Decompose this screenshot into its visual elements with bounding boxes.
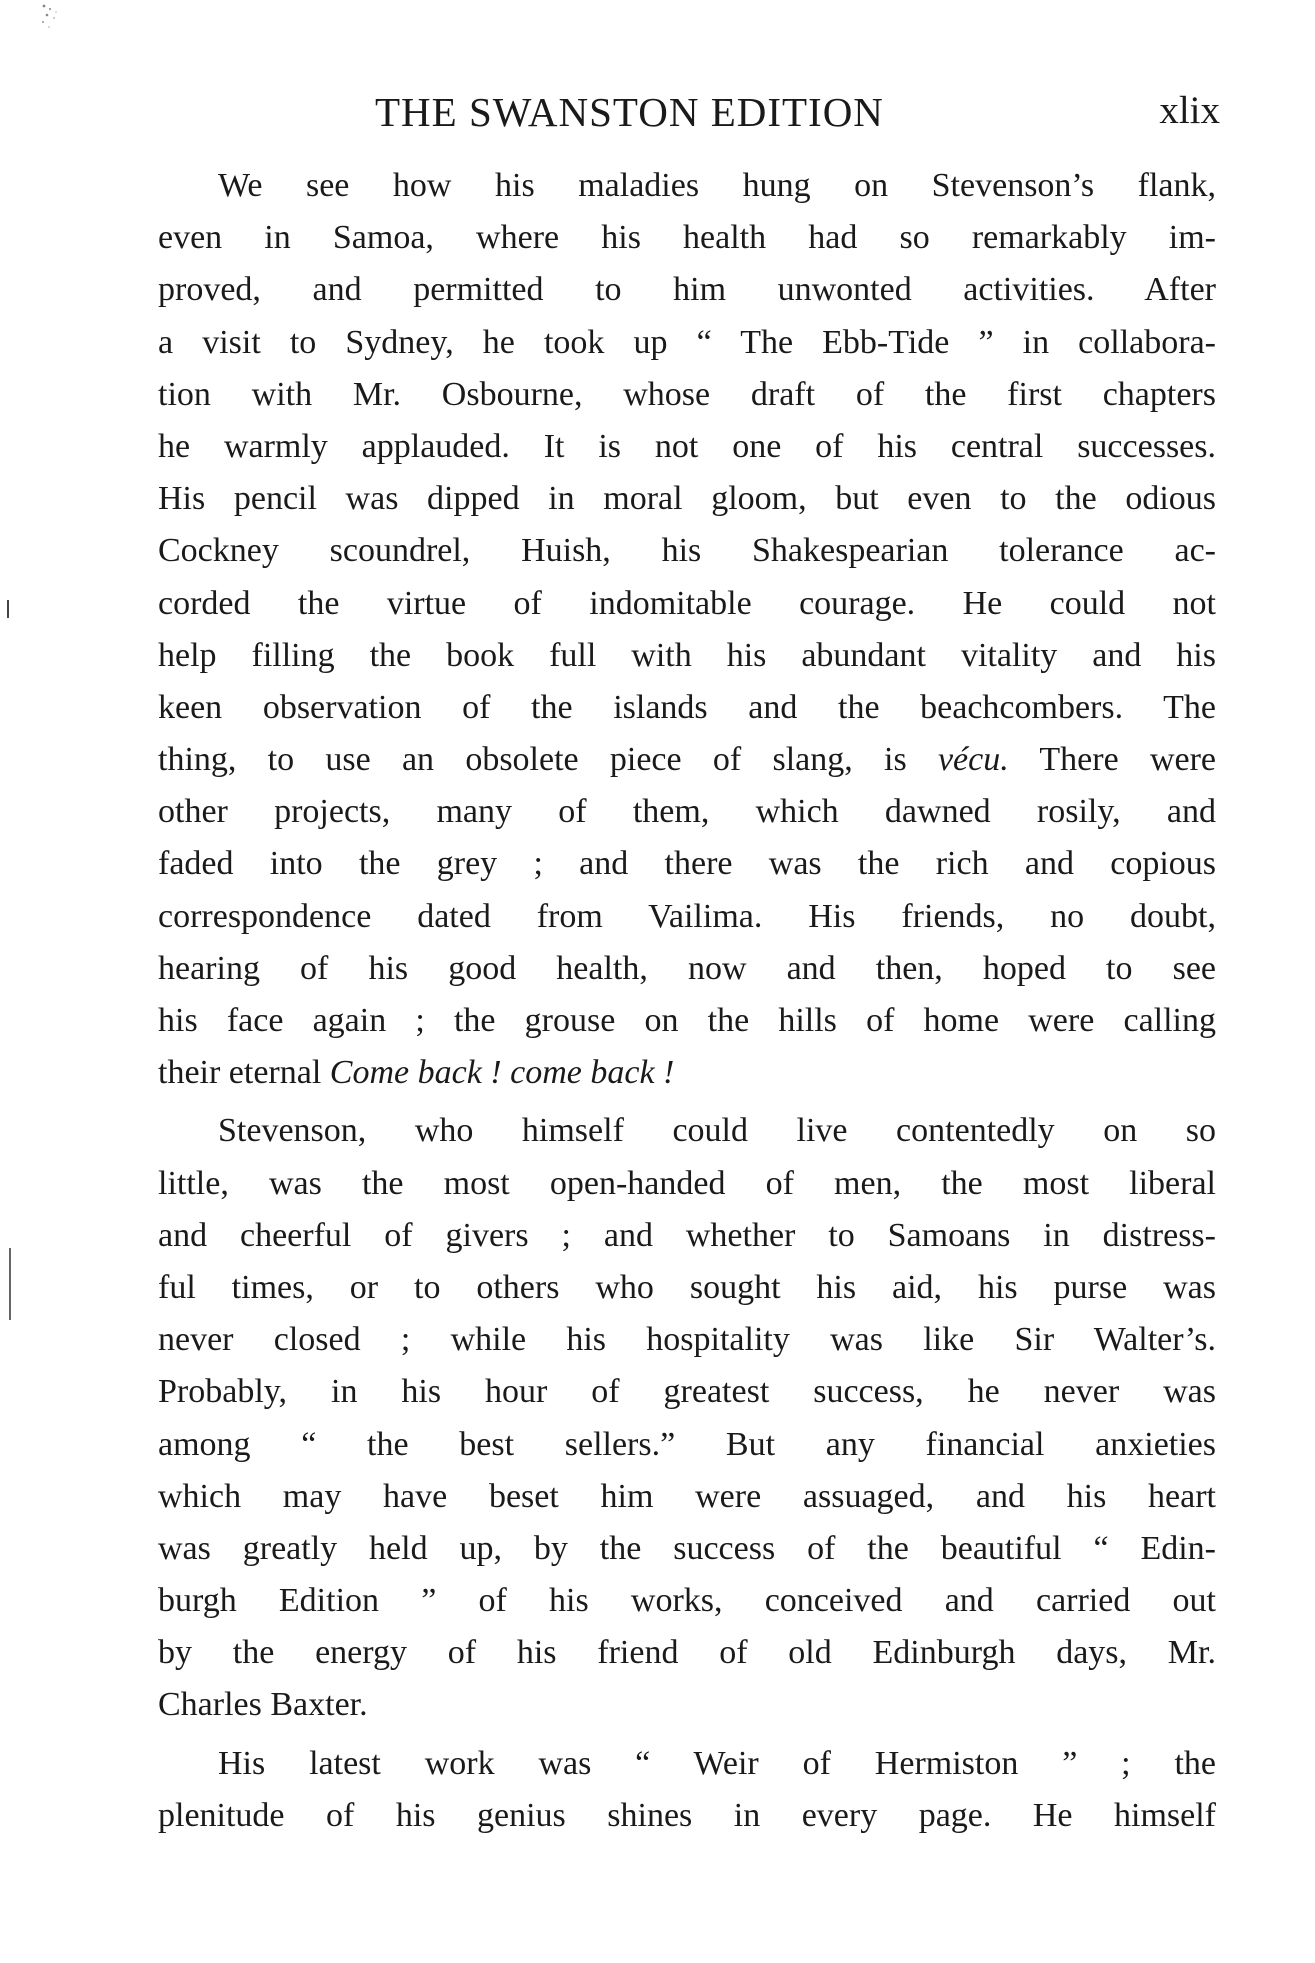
text-line: Cockney scoundrel, Huish, his Shakespearian tolerance ac- [158, 532, 1216, 570]
text-line: a visit to Sydney, he took up “ The Ebb-Tide ” in collabora- [158, 323, 1216, 361]
text-line: correspondence dated from Vailima. His friends, no doubt, [158, 897, 1216, 935]
text-line: his face again ; the grouse on the hills of home were calling [158, 1002, 1216, 1039]
text-line: Probably, in his hour of greatest success, he never was [158, 1373, 1216, 1411]
margin-mark [9, 1248, 11, 1320]
text-line [158, 734, 1216, 786]
text-line: among “ the best sellers.” But any financial anxieties [158, 1425, 1216, 1463]
text-run: There were [1008, 741, 1216, 779]
text-line: little, was the most open-handed of men, the most liberal [158, 1164, 1216, 1202]
text-line: by the energy of his friend of old Edinburgh days, Mr. [158, 1634, 1216, 1672]
text-run: thing, to use an obsolete piece of slang, is [158, 741, 938, 779]
paragraph [158, 1105, 1216, 1731]
text-line: burgh Edition ” of his works, conceived and carried out [158, 1582, 1216, 1620]
paragraph [158, 1738, 1216, 1842]
text-line: His latest work was “ Weir of Hermiston ” ; the [218, 1744, 1216, 1782]
italic-text: vécu. [937, 741, 1009, 779]
text-line: and cheerful of givers ; and whether to Samoans in distress- [158, 1216, 1216, 1254]
text-line: help filling the book full with his abundant vitality and his [158, 636, 1216, 674]
text-line: he warmly applauded. It is not one of his central successes. [158, 427, 1216, 465]
running-head [160, 88, 1220, 148]
text-line: other projects, many of them, which dawned rosily, and [158, 793, 1216, 831]
text-line [158, 1047, 1216, 1099]
scan-speckle-mark [38, 0, 78, 90]
text-line: tion with Mr. Osbourne, whose draft of the first chapters [158, 375, 1216, 413]
page-number: xlix [1159, 89, 1220, 132]
text-line: Stevenson, who himself could live contentedly on so [218, 1112, 1216, 1150]
text-line: plenitude of his genius shines in every page. He himself [158, 1796, 1216, 1834]
text-line: was greatly held up, by the success of the beautiful “ Edin- [158, 1529, 1216, 1567]
text-run: their eternal [158, 1054, 330, 1092]
running-title: THE SWANSTON EDITION [375, 89, 884, 135]
paragraph [158, 160, 1216, 1099]
text-line: We see how his maladies hung on Stevenson’s flank, [218, 167, 1216, 204]
margin-mark [7, 600, 9, 618]
text-line: faded into the grey ; and there was the rich and copious [158, 845, 1216, 883]
text-line: hearing of his good health, now and then, hoped to see [158, 949, 1216, 987]
text-line: Charles Baxter. [158, 1686, 368, 1724]
text-line: even in Samoa, where his health had so remarkably im- [158, 219, 1216, 257]
text-line: never closed ; while his hospitality was like Sir Walter’s. [158, 1321, 1216, 1359]
text-line: keen observation of the islands and the beachcombers. The [158, 688, 1216, 726]
text-line: corded the virtue of indomitable courage. He could not [158, 584, 1216, 622]
text-line: His pencil was dipped in moral gloom, but even to the odious [158, 480, 1216, 518]
body-text [158, 160, 1216, 1842]
italic-text: Come back ! come back ! [329, 1054, 675, 1092]
text-line: proved, and permitted to him unwonted activities. After [158, 271, 1216, 309]
text-line: which may have beset him were assuaged, and his heart [158, 1477, 1216, 1515]
text-line: ful times, or to others who sought his aid, his purse was [158, 1268, 1216, 1306]
